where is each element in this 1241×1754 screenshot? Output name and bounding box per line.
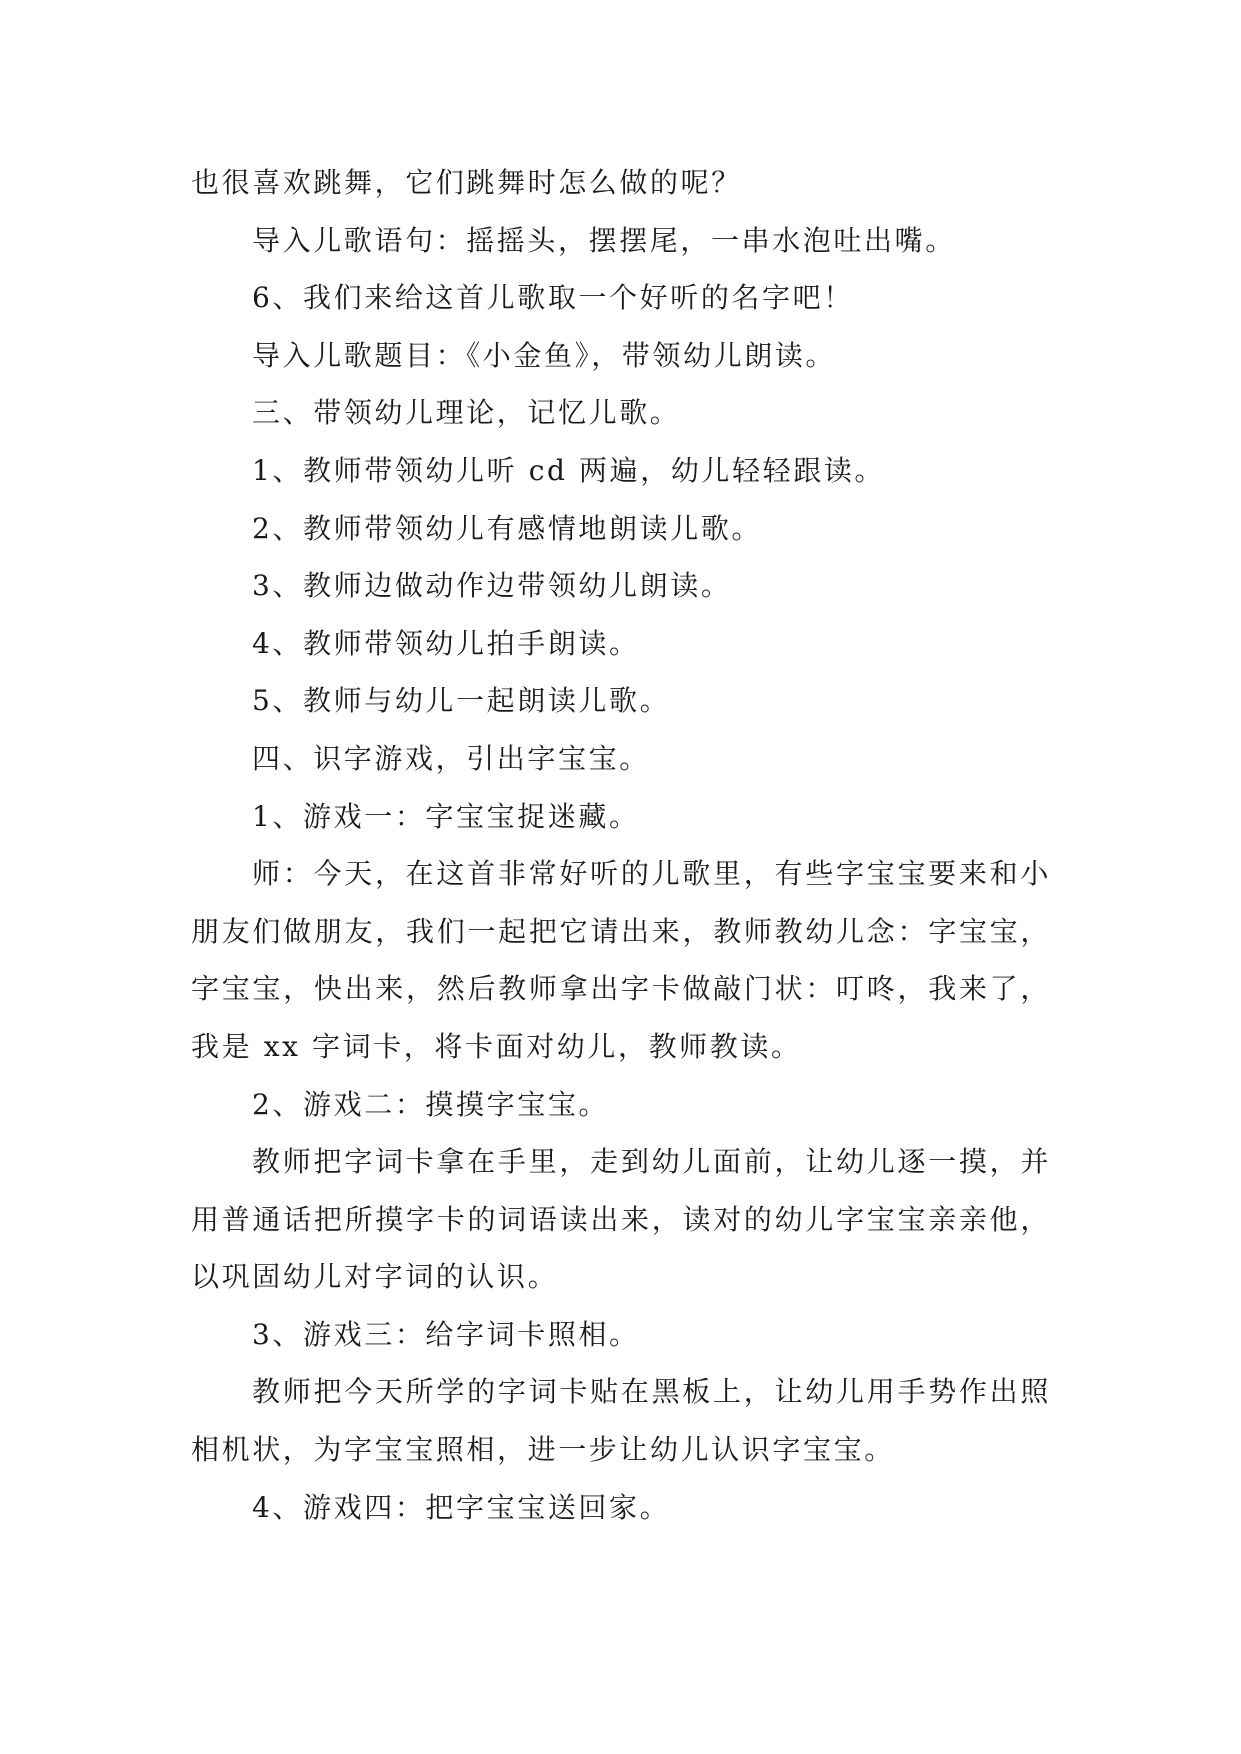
list-item: 4、教师带领幼儿拍手朗读。 bbox=[252, 626, 640, 660]
list-item: 1、教师带领幼儿听 cd 两遍，幼儿轻轻跟读。 bbox=[252, 453, 886, 487]
list-item: 5、教师与幼儿一起朗读儿歌。 bbox=[252, 684, 671, 718]
list-item: 2、教师带领幼儿有感情地朗读儿歌。 bbox=[252, 511, 763, 545]
paragraph: 教师把字词卡拿在手里，走到幼儿面前，让幼儿逐一摸，并用普通话把所摸字卡的词语读出来，读对的幼儿字宝宝亲亲他，以巩固幼儿对字词的认识。 bbox=[191, 1145, 1051, 1294]
section-heading: 三、带领幼儿理论，记忆儿歌。 bbox=[252, 396, 681, 430]
paragraph: 导入儿歌题目：《小金鱼》，带领幼儿朗读。 bbox=[252, 338, 837, 372]
paragraph-continuation: 也很喜欢跳舞，它们跳舞时怎么做的呢？ bbox=[191, 166, 742, 199]
list-item: 3、游戏三：给字词卡照相。 bbox=[252, 1317, 640, 1351]
paragraph: 导入儿歌语句：摇摇头，摆摆尾，一串水泡吐出嘴。 bbox=[252, 223, 956, 257]
document-body bbox=[191, 154, 1051, 1536]
paragraph: 教师把今天所学的字词卡贴在黑板上，让幼儿用手势作出照相机状，为字宝宝照相，进一步让幼儿认识字宝宝。 bbox=[191, 1375, 1051, 1467]
list-item: 4、游戏四：把字宝宝送回家。 bbox=[252, 1490, 671, 1524]
list-item: 3、教师边做动作边带领幼儿朗读。 bbox=[252, 569, 732, 603]
paragraph: 6、我们来给这首儿歌取一个好听的名字吧！ bbox=[252, 281, 854, 315]
paragraph: 师：今天，在这首非常好听的儿歌里，有些字宝宝要来和小朋友们做朋友，我们一起把它请出来，教师教幼儿念：字宝宝，字宝宝，快出来，然后教师拿出字卡做敲门状：叮咚，我来了，我是 xx 字词卡，将卡面对幼儿，教师教读。 bbox=[191, 857, 1051, 1063]
section-heading: 四、识字游戏，引出字宝宝。 bbox=[252, 741, 650, 775]
list-item: 1、游戏一：字宝宝捉迷藏。 bbox=[252, 799, 640, 833]
list-item: 2、游戏二：摸摸字宝宝。 bbox=[252, 1087, 610, 1121]
